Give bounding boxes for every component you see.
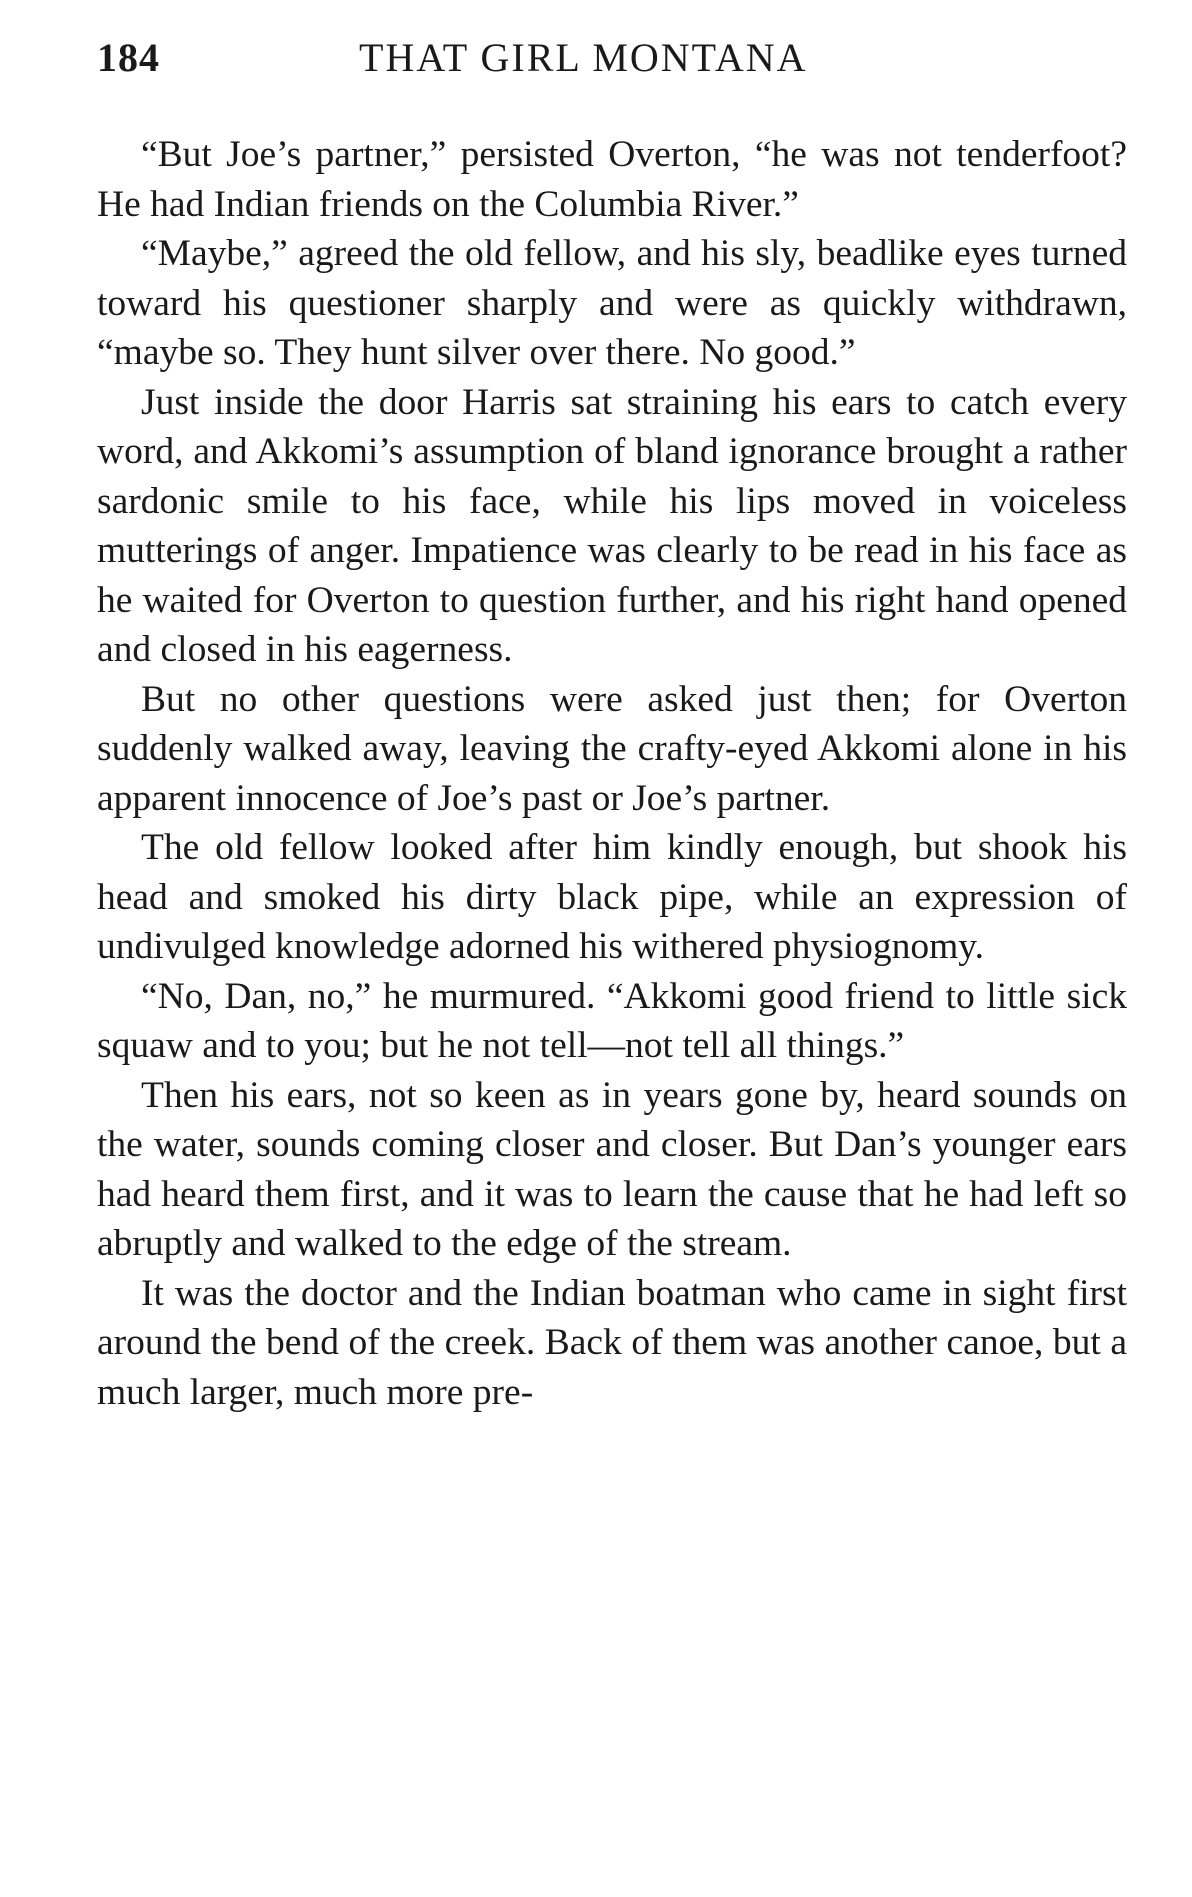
body-text [97,130,1127,1417]
page-number: 184 [97,35,160,80]
book-title: THAT GIRL MONTANA [359,35,808,80]
paragraph-8: It was the doctor and the Indian boatman who came in sight first around the bend of the creek. Back of them was another canoe, but a much larger, much more pre- [97,1272,1127,1413]
paragraph-1: “But Joe’s partner,” persisted Overton, “he was not tenderfoot? He had Indian friends on the Columbia River.” [97,134,1127,225]
running-head [97,28,1127,88]
paragraph-2: “Maybe,” agreed the old fellow, and his sly, beadlike eyes turned toward his questioner sharply and were as quickly withdrawn, “maybe so. They hunt silver over there. No good.” [97,233,1127,373]
paragraph-4: But no other questions were asked just then; for Overton suddenly walked away, leaving the crafty-eyed Akkomi alone in his apparent innocence of Joe’s past or Joe’s partner. [97,678,1127,819]
paragraph-7: Then his ears, not so keen as in years gone by, heard sounds on the water, sounds coming closer and closer. But Dan’s younger ears had heard them first, and it was to learn the cause that he had left so abruptly and walked to the edge of the stream. [97,1074,1127,1264]
paragraph-3: Just inside the door Harris sat straining his ears to catch every word, and Akkomi’s assumption of bland ignorance brought a rather sardonic smile to his face, while his lips moved in voiceless mutterings of anger. Impatience was clearly to be read in his face as he waited for Overton to question further, and his right hand opened and closed in his eagerness. [97,381,1127,670]
paragraph-6: “No, Dan, no,” he murmured. “Akkomi good friend to little sick squaw and to you; but he not tell—not tell all things.” [97,975,1127,1066]
paragraph-5: The old fellow looked after him kindly enough, but shook his head and smoked his dirty black pipe, while an expression of undivulged knowledge adorned his withered physiognomy. [97,827,1127,967]
